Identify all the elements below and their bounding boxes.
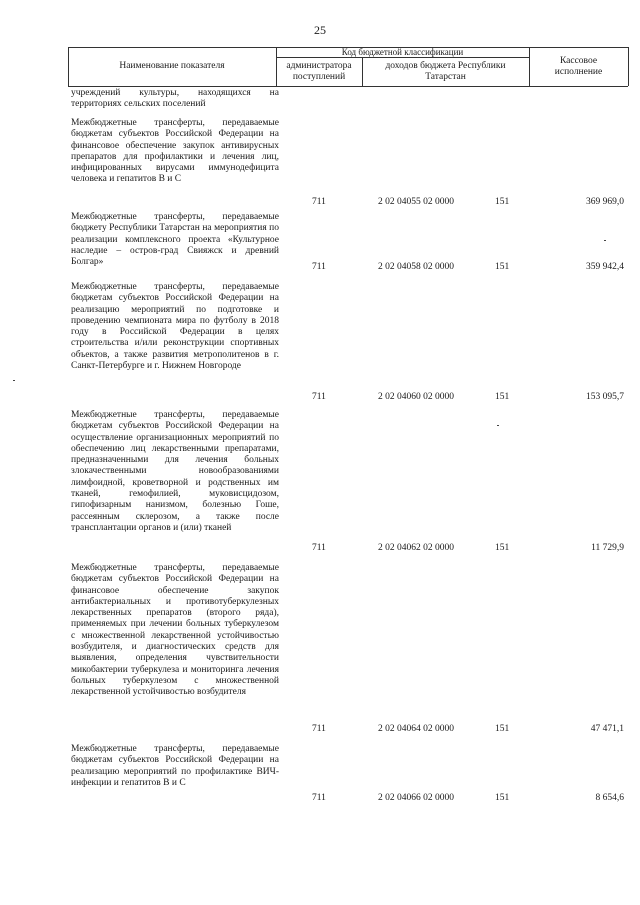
kosgu-code: 151 bbox=[495, 724, 510, 734]
table-row bbox=[68, 410, 628, 554]
administrator-code: 711 bbox=[312, 724, 326, 734]
indicator-name: Межбюджетные трансферты, передаваемые бюджетам субъектов Российской Федерации на осуществление организационных мероприятий по обеспечению лиц лекарственными препаратами, предназначенными для лечения больных злокачественными новообразованиями лимфоидной, кроветворной и родственных им тканей, гемофилией, муковисцидозом, гипофизарным нанизмом, болезнью Гоше, рассеянным склерозом, а также после трансплантации органов и (или) тканей bbox=[71, 410, 279, 533]
table-row bbox=[68, 744, 628, 804]
income-code: 2 02 04060 02 0000 bbox=[378, 392, 454, 402]
income-code: 2 02 04058 02 0000 bbox=[378, 262, 454, 272]
indicator-name: Межбюджетные трансферты, передаваемые бюджетам субъектов Российской Федерации на финансовое обеспечение закупок антивирусных препаратов для профилактики и лечения лиц, инфицированных вирусами иммунодефицита человека и гепатитов В и С bbox=[71, 118, 279, 185]
table-row bbox=[68, 212, 628, 273]
table-header bbox=[68, 47, 628, 87]
header-right-border bbox=[628, 47, 629, 86]
cash-execution-amount: 153 095,7 bbox=[586, 392, 624, 402]
cash-execution-amount: 359 942,4 bbox=[586, 262, 624, 272]
kosgu-code: 151 bbox=[495, 197, 510, 207]
cash-execution-amount: 369 969,0 bbox=[586, 197, 624, 207]
income-code: 2 02 04055 02 0000 bbox=[378, 197, 454, 207]
kosgu-code: 151 bbox=[495, 262, 510, 272]
kosgu-code: 151 bbox=[495, 793, 510, 803]
header-indicator-name: Наименование показателя bbox=[119, 61, 225, 71]
administrator-code: 711 bbox=[312, 197, 326, 207]
indicator-name: Межбюджетные трансферты, передаваемые бюджетам субъектов Российской Федерации на реализацию мероприятий по профилактике ВИЧ-инфекции и гепатитов В и С bbox=[71, 744, 279, 788]
cash-execution-amount: 11 729,9 bbox=[591, 543, 624, 553]
table-row bbox=[68, 88, 628, 112]
header-administrator: администратора поступлений bbox=[286, 61, 352, 82]
cash-execution-amount: 8 654,6 bbox=[595, 793, 624, 803]
income-code: 2 02 04062 02 0000 bbox=[378, 543, 454, 553]
indicator-name: Межбюджетные трансферты, передаваемые бюджетам субъектов Российской Федерации на финансовое обеспечение закупок антибактериальных и противотуберкулезных лекарственных препаратов (второго ряда), применяемых при лечении больных туберкулезом с множественной лекарственной устойчивостью возбудителя, и диагностических средств для выявления, определения чувствительности микобактерии туберкулеза и мониторинга лечения больных туберкулезом с множественной лекарственной устойчивостью возбудителя bbox=[71, 563, 279, 698]
administrator-code: 711 bbox=[312, 543, 326, 553]
page-number: 25 bbox=[314, 23, 326, 37]
table-row bbox=[68, 118, 628, 208]
indicator-name: Межбюджетные трансферты, передаваемые бюджету Республики Татарстан на мероприятия по реализации комплексного проекта «Культурное наследие – остров-град Свияжск и древний Болгар» bbox=[71, 212, 279, 268]
header-bottom-border bbox=[68, 86, 628, 87]
administrator-code: 711 bbox=[312, 793, 326, 803]
kosgu-code: 151 bbox=[495, 392, 510, 402]
table-row bbox=[68, 563, 628, 735]
scan-speck bbox=[497, 425, 499, 426]
scan-speck bbox=[604, 240, 606, 241]
income-code: 2 02 04066 02 0000 bbox=[378, 793, 454, 803]
header-income-code: доходов бюджета Республики Татарстан bbox=[385, 61, 506, 82]
income-code: 2 02 04064 02 0000 bbox=[378, 724, 454, 734]
header-budget-classification: Код бюджетной классификации bbox=[341, 46, 464, 57]
kosgu-code: 151 bbox=[495, 543, 510, 553]
administrator-code: 711 bbox=[312, 392, 326, 402]
table-row bbox=[68, 282, 628, 403]
header-cash-execution: Кассовое исполнение bbox=[554, 55, 603, 77]
indicator-name: Межбюджетные трансферты, передаваемые бюджетам субъектов Российской Федерации на реализацию мероприятий по подготовке и проведению чемпионата мира по футболу в 2018 году в Российской Федерации в целях строительства и/или реконструкции спортивных объектов, а также развития метрополитенов в г. Санкт-Петербурге и г. Нижнем Новгороде bbox=[71, 282, 279, 372]
administrator-code: 711 bbox=[312, 262, 326, 272]
indicator-name: учреждений культуры, находящихся на территориях сельских поселений bbox=[71, 88, 279, 110]
cash-execution-amount: 47 471,1 bbox=[590, 724, 624, 734]
scan-speck bbox=[13, 380, 15, 381]
